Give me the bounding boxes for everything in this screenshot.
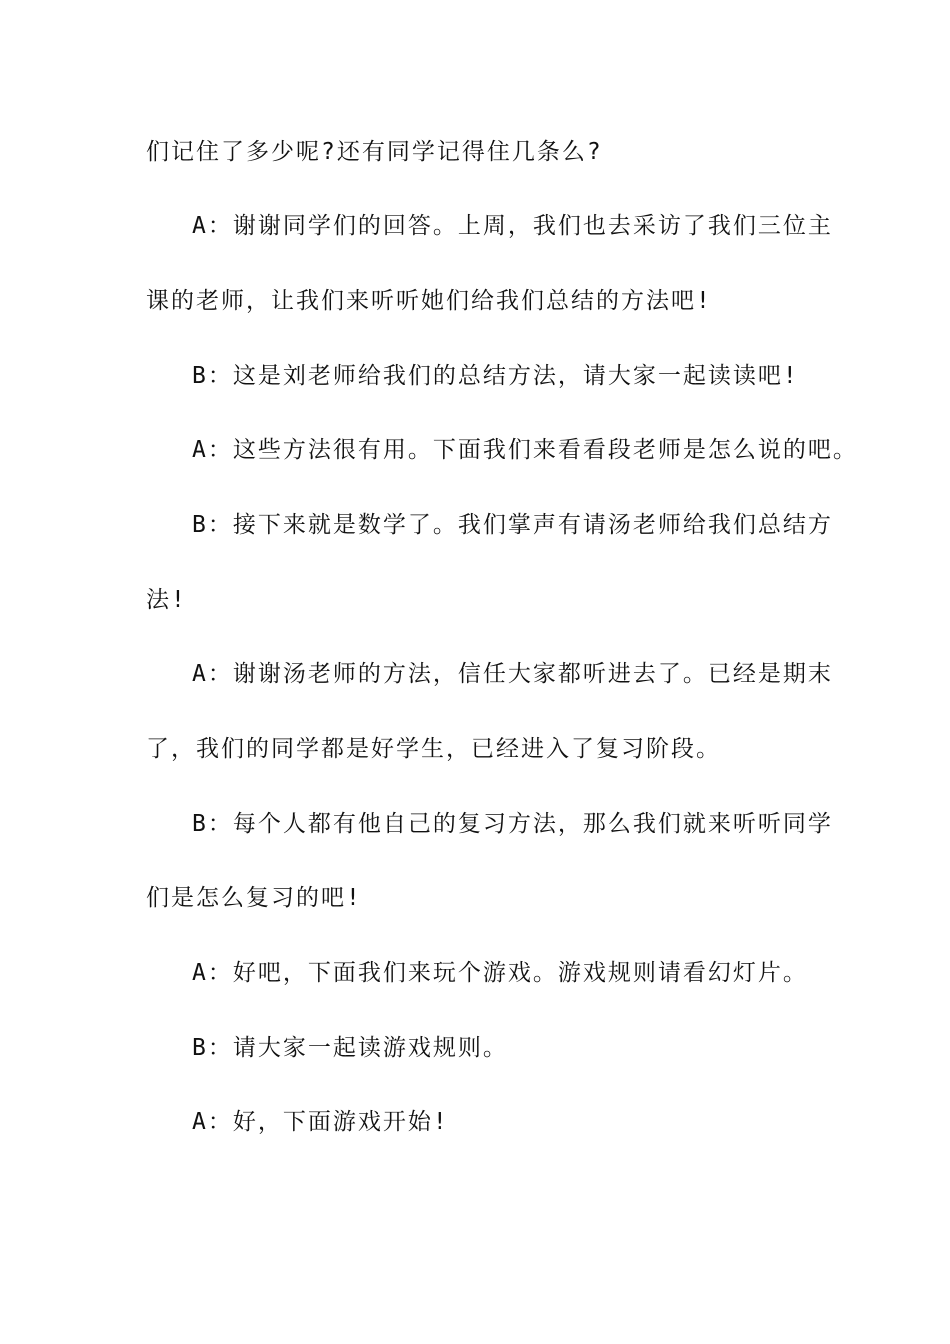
text-line: 们是怎么复习的吧! (146, 885, 362, 911)
text-line: B：这是刘老师给我们的总结方法，请大家一起读读吧! (192, 363, 799, 389)
text-line: B：请大家一起读游戏规则。 (192, 1035, 508, 1061)
text-line: 课的老师，让我们来听听她们给我们总结的方法吧! (146, 288, 712, 314)
text-line: A：好吧，下面我们来玩个游戏。游戏规则请看幻灯片。 (192, 960, 808, 986)
text-line: A：谢谢汤老师的方法，信任大家都听进去了。已经是期末 (192, 661, 833, 687)
text-line: 们记住了多少呢?还有同学记得住几条么? (146, 139, 603, 165)
text-line: A：这些方法很有用。下面我们来看看段老师是怎么说的吧。 (192, 437, 858, 463)
text-line: 了，我们的同学都是好学生，已经进入了复习阶段。 (146, 736, 721, 762)
text-line: A：好，下面游戏开始! (192, 1109, 449, 1135)
text-line: B：每个人都有他自己的复习方法，那么我们就来听听同学 (192, 811, 833, 837)
text-line: B：接下来就是数学了。我们掌声有请汤老师给我们总结方 (192, 512, 833, 538)
text-line: 法! (146, 587, 187, 613)
text-line: A：谢谢同学们的回答。上周，我们也去采访了我们三位主 (192, 213, 833, 239)
